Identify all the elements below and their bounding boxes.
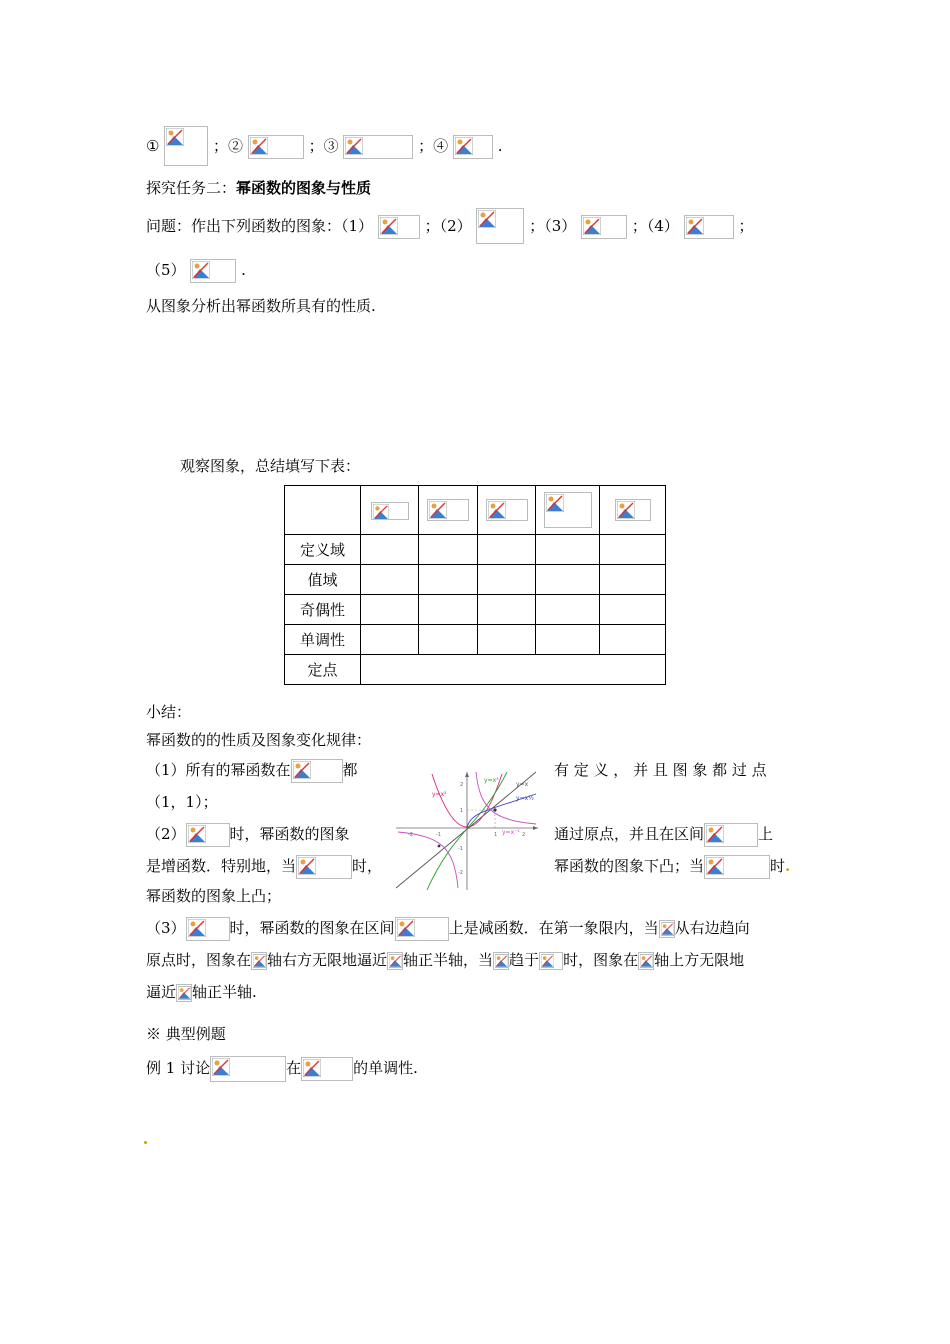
table-cell[interactable] bbox=[419, 595, 478, 625]
formula-image bbox=[387, 952, 403, 970]
image-placeholder-icon bbox=[192, 261, 210, 279]
table-cell[interactable] bbox=[536, 565, 600, 595]
image-placeholder-icon bbox=[303, 1059, 321, 1077]
image-placeholder-icon bbox=[188, 825, 206, 843]
table-corner-cell bbox=[285, 486, 361, 535]
formula-image bbox=[186, 917, 230, 941]
row-label: 值域 bbox=[285, 565, 361, 595]
row-label: 奇偶性 bbox=[285, 595, 361, 625]
example-1 bbox=[146, 1056, 418, 1080]
table-row bbox=[285, 595, 666, 625]
formula-image bbox=[684, 215, 734, 239]
summary-p2b bbox=[146, 854, 382, 878]
summary-text: 时， bbox=[352, 857, 383, 875]
table-header-cell bbox=[536, 486, 600, 535]
options-line bbox=[146, 134, 503, 158]
summary-text: 轴正半轴，当 bbox=[403, 951, 494, 969]
label-y-x3: y=x³ bbox=[484, 777, 499, 784]
table-cell[interactable] bbox=[536, 595, 600, 625]
image-placeholder-icon bbox=[706, 857, 724, 875]
tick-label: 2 bbox=[522, 832, 526, 838]
point-1-1 bbox=[493, 808, 496, 811]
image-placeholder-icon bbox=[380, 217, 398, 235]
example-heading: ※ 典型例题 bbox=[146, 1025, 226, 1043]
row-label: 单调性 bbox=[285, 625, 361, 655]
question-end-5: . bbox=[241, 261, 246, 279]
formula-image bbox=[371, 502, 409, 520]
analyze-text: 从图象分析出幂函数所具有的性质. bbox=[146, 297, 376, 315]
question-sep-4: ；（4） bbox=[631, 217, 679, 235]
image-placeholder-icon bbox=[706, 825, 724, 843]
table-header-cell bbox=[600, 486, 666, 535]
table-header-cell bbox=[361, 486, 419, 535]
table-cell[interactable] bbox=[536, 625, 600, 655]
table-row bbox=[285, 655, 666, 685]
table-cell[interactable] bbox=[536, 535, 600, 565]
dot-mark: . bbox=[785, 857, 791, 875]
formula-image bbox=[581, 215, 627, 239]
image-placeholder-icon bbox=[478, 210, 496, 228]
row-label: 定点 bbox=[285, 655, 361, 685]
image-placeholder-icon bbox=[293, 761, 311, 779]
summary-text: 通过原点，并且在区间 bbox=[554, 825, 705, 843]
point-neg1-neg1 bbox=[438, 845, 441, 848]
table-cell[interactable] bbox=[361, 625, 419, 655]
summary-text: （2） bbox=[146, 825, 186, 843]
table-cell[interactable] bbox=[478, 565, 536, 595]
tick-label: -1 bbox=[436, 832, 441, 838]
tick-label: -2 bbox=[458, 870, 463, 876]
summary-label: 小结： bbox=[146, 703, 192, 721]
image-placeholder-icon bbox=[495, 954, 508, 968]
summary-text: 都 bbox=[342, 761, 358, 779]
image-placeholder-icon bbox=[389, 954, 402, 968]
formula-image bbox=[427, 499, 469, 521]
formula-image bbox=[453, 135, 493, 159]
summary-text: 有 定 义 ， 并 且 图 象 都 过 点 bbox=[554, 761, 767, 779]
image-placeholder-icon bbox=[488, 501, 506, 519]
formula-image bbox=[638, 952, 654, 970]
summary-p2-right bbox=[554, 822, 773, 846]
summary-text: 原点时，图象在 bbox=[146, 951, 252, 969]
option-1-mark: ① bbox=[146, 137, 160, 155]
example-text: 例 1 讨论 bbox=[146, 1059, 211, 1077]
summary-text: 轴正半轴. bbox=[192, 983, 257, 1001]
summary-text: 趋于 bbox=[509, 951, 540, 969]
formula-image bbox=[296, 855, 352, 879]
summary-text: （1）所有的幂函数在 bbox=[146, 761, 291, 779]
option-2-mark: ；② bbox=[213, 137, 244, 155]
image-placeholder-icon bbox=[178, 986, 191, 1000]
table-cell[interactable] bbox=[419, 565, 478, 595]
formula-image bbox=[486, 499, 528, 521]
summary-text: 上 bbox=[758, 825, 774, 843]
tick-label: 1 bbox=[460, 808, 464, 814]
image-placeholder-icon bbox=[583, 217, 601, 235]
summary-text: 幂函数的图象下凸；当 bbox=[554, 857, 705, 875]
formula-image bbox=[659, 920, 675, 938]
x-axis-arrow bbox=[533, 826, 538, 830]
summary-text: 轴右方无限地逼近 bbox=[267, 951, 388, 969]
summary-p2b-right bbox=[554, 854, 790, 878]
image-placeholder-icon bbox=[345, 137, 363, 155]
question-sep-2: ；（2） bbox=[424, 217, 472, 235]
summary-text: 是增函数．特别地，当 bbox=[146, 857, 297, 875]
formula-image bbox=[704, 855, 770, 879]
summary-text: 上是减函数．在第一象限内，当 bbox=[448, 919, 659, 937]
label-y-xhalf: y=x½ bbox=[516, 795, 534, 802]
image-placeholder-icon bbox=[212, 1058, 230, 1076]
summary-table bbox=[284, 485, 666, 685]
formula-image bbox=[248, 135, 304, 159]
summary-p3c bbox=[146, 980, 257, 1004]
formula-image bbox=[395, 917, 449, 941]
tick-label: 1 bbox=[494, 832, 498, 838]
summary-text: 时，幂函数的图象 bbox=[229, 825, 350, 843]
question-end: ； bbox=[738, 217, 754, 235]
question-part-5: （5） bbox=[146, 261, 186, 279]
tick-label: -2 bbox=[408, 832, 413, 838]
stray-dot bbox=[144, 1141, 147, 1144]
image-placeholder-icon bbox=[373, 504, 389, 520]
summary-p3 bbox=[146, 916, 750, 940]
image-placeholder-icon bbox=[429, 501, 447, 519]
formula-image bbox=[493, 952, 509, 970]
image-placeholder-icon bbox=[298, 857, 316, 875]
tick-label: 2 bbox=[460, 782, 464, 788]
image-placeholder-icon bbox=[661, 922, 674, 936]
summary-p1 bbox=[146, 758, 358, 782]
table-header-cell bbox=[478, 486, 536, 535]
summary-text: 时，幂函数的图象在区间 bbox=[229, 919, 395, 937]
table-cell[interactable] bbox=[478, 625, 536, 655]
image-placeholder-icon bbox=[397, 919, 415, 937]
formula-image bbox=[301, 1057, 353, 1081]
table-cell[interactable] bbox=[419, 535, 478, 565]
table-header-cell bbox=[419, 486, 478, 535]
image-placeholder-icon bbox=[546, 494, 564, 512]
image-placeholder-icon bbox=[686, 217, 704, 235]
table-cell[interactable] bbox=[361, 535, 419, 565]
summary-text: 轴上方无限地 bbox=[654, 951, 745, 969]
formula-image bbox=[251, 952, 267, 970]
formula-image bbox=[704, 823, 758, 847]
image-placeholder-icon bbox=[541, 954, 554, 968]
summary-p1-cont: （1，1）； bbox=[146, 793, 218, 811]
table-cell[interactable] bbox=[478, 595, 536, 625]
image-placeholder-icon bbox=[253, 954, 266, 968]
summary-text: （3） bbox=[146, 919, 186, 937]
tick-label: -1 bbox=[458, 846, 463, 852]
task2-heading bbox=[146, 176, 371, 200]
summary-p2c: 幂函数的图象上凸； bbox=[146, 887, 282, 905]
line-end-period: . bbox=[497, 137, 503, 155]
image-placeholder-icon bbox=[250, 137, 268, 155]
table-cell[interactable] bbox=[600, 565, 666, 595]
label-y-x: y=x bbox=[516, 781, 529, 788]
summary-p1-right bbox=[554, 758, 767, 782]
table-cell[interactable] bbox=[361, 565, 419, 595]
image-placeholder-icon bbox=[455, 137, 473, 155]
question-sep-3: ；（3） bbox=[529, 217, 577, 235]
formula-image bbox=[190, 259, 236, 283]
y-axis-arrow bbox=[465, 772, 469, 777]
table-cell-wide[interactable] bbox=[361, 655, 666, 685]
formula-image bbox=[476, 208, 524, 244]
summary-heading: 幂函数的的性质及图象变化规律： bbox=[146, 731, 372, 749]
formula-image bbox=[176, 984, 192, 1002]
summary-text: 从右边趋向 bbox=[674, 919, 750, 937]
label-y-x2: y=x² bbox=[432, 791, 447, 798]
option-4-mark: ；④ bbox=[418, 137, 449, 155]
power-function-graph bbox=[394, 770, 540, 892]
row-label: 定义域 bbox=[285, 535, 361, 565]
curve-y-xinv-left bbox=[398, 832, 458, 888]
summary-text: 逼近 bbox=[146, 983, 177, 1001]
question-line-5 bbox=[146, 258, 246, 282]
formula-image bbox=[210, 1056, 286, 1082]
example-text: 的单调性. bbox=[353, 1059, 418, 1077]
formula-image bbox=[615, 499, 651, 521]
summary-p3b bbox=[146, 948, 744, 972]
image-placeholder-icon bbox=[617, 501, 635, 519]
example-text: 在 bbox=[286, 1059, 302, 1077]
summary-text: 时 bbox=[770, 857, 786, 875]
formula-image bbox=[544, 492, 592, 528]
task2-prefix: 探究任务二： bbox=[146, 179, 237, 197]
table-cell[interactable] bbox=[600, 535, 666, 565]
table-row bbox=[285, 535, 666, 565]
option-3-mark: ；③ bbox=[308, 137, 339, 155]
formula-image bbox=[343, 135, 413, 159]
image-placeholder-icon bbox=[640, 954, 653, 968]
observe-text: 观察图象，总结填写下表： bbox=[180, 457, 361, 475]
formula-image bbox=[291, 759, 343, 783]
table-cell[interactable] bbox=[600, 625, 666, 655]
label-y-xinv: y=x⁻¹ bbox=[502, 829, 520, 836]
formula-image bbox=[164, 126, 208, 166]
table-cell[interactable] bbox=[478, 535, 536, 565]
image-placeholder-icon bbox=[166, 128, 184, 146]
formula-image bbox=[378, 215, 420, 239]
table-row bbox=[285, 565, 666, 595]
task2-title: 幂函数的图象与性质 bbox=[236, 179, 372, 197]
table-header-row bbox=[285, 486, 666, 535]
table-cell[interactable] bbox=[361, 595, 419, 625]
summary-p2 bbox=[146, 822, 350, 846]
table-cell[interactable] bbox=[419, 625, 478, 655]
table-cell[interactable] bbox=[600, 595, 666, 625]
question-text: 问题：作出下列函数的图象：（1） bbox=[146, 217, 374, 235]
summary-text: 时，图象在 bbox=[563, 951, 639, 969]
question-line bbox=[146, 214, 753, 238]
formula-image bbox=[539, 952, 563, 970]
formula-image bbox=[186, 823, 230, 847]
image-placeholder-icon bbox=[188, 919, 206, 937]
table-row bbox=[285, 625, 666, 655]
